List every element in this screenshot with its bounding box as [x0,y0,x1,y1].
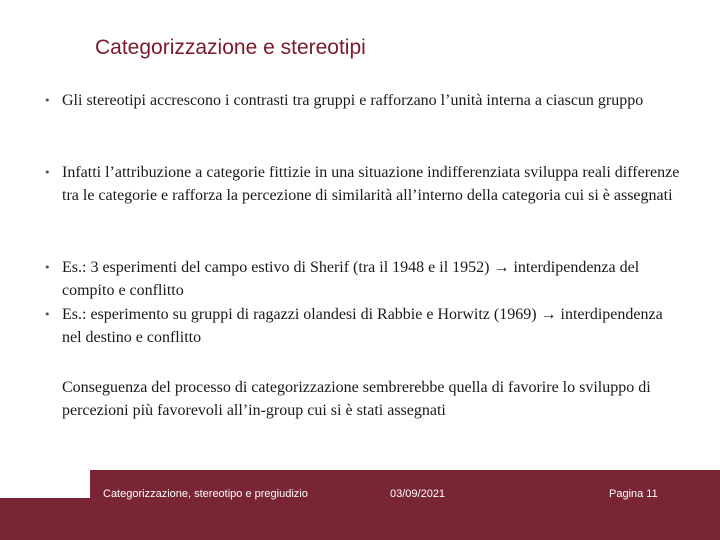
bullet-icon: • [44,308,51,321]
bullet-text: Infatti l’attribuzione a categorie fittizie in una situazione indifferenziata sviluppa reali differenze tra le categorie e rafforza la percezione di similarità all’interno della categoria cui si è assegnati [62,164,680,204]
footer-course-title: Categorizzazione, stereotipo e pregiudizio [103,488,308,500]
footer-page-number: Pagina 11 [609,488,658,500]
footer-left-strip [0,470,90,498]
bullet-item [44,303,684,349]
slide-footer [0,470,720,540]
bullet-icon: • [44,94,51,107]
bullet-text: Es.: 3 esperimenti del campo estivo di Sherif (tra il 1948 e il 1952) → interdipendenza del compito e conflitto [62,259,640,299]
bullet-item [44,161,684,207]
bullet-item [44,89,684,112]
bullet-icon: • [44,261,51,274]
bullet-item [44,256,684,302]
bullet-icon: • [44,166,51,179]
footer-date: 03/09/2021 [390,488,446,500]
slide-title: Categorizzazione e stereotipi [95,36,366,59]
bullet-text: Es.: esperimento su gruppi di ragazzi olandesi di Rabbie e Horwitz (1969) → interdipendenza nel destino e conflitto [62,306,663,346]
bullet-text: Gli stereotipi accrescono i contrasti tra gruppi e rafforzano l’unità interna a ciascun gruppo [62,92,644,109]
conclusion-text: Conseguenza del processo di categorizzazione sembrerebbe quella di favorire lo sviluppo di percezioni più favorevoli all’in-group cui si è stati assegnati [62,379,651,419]
